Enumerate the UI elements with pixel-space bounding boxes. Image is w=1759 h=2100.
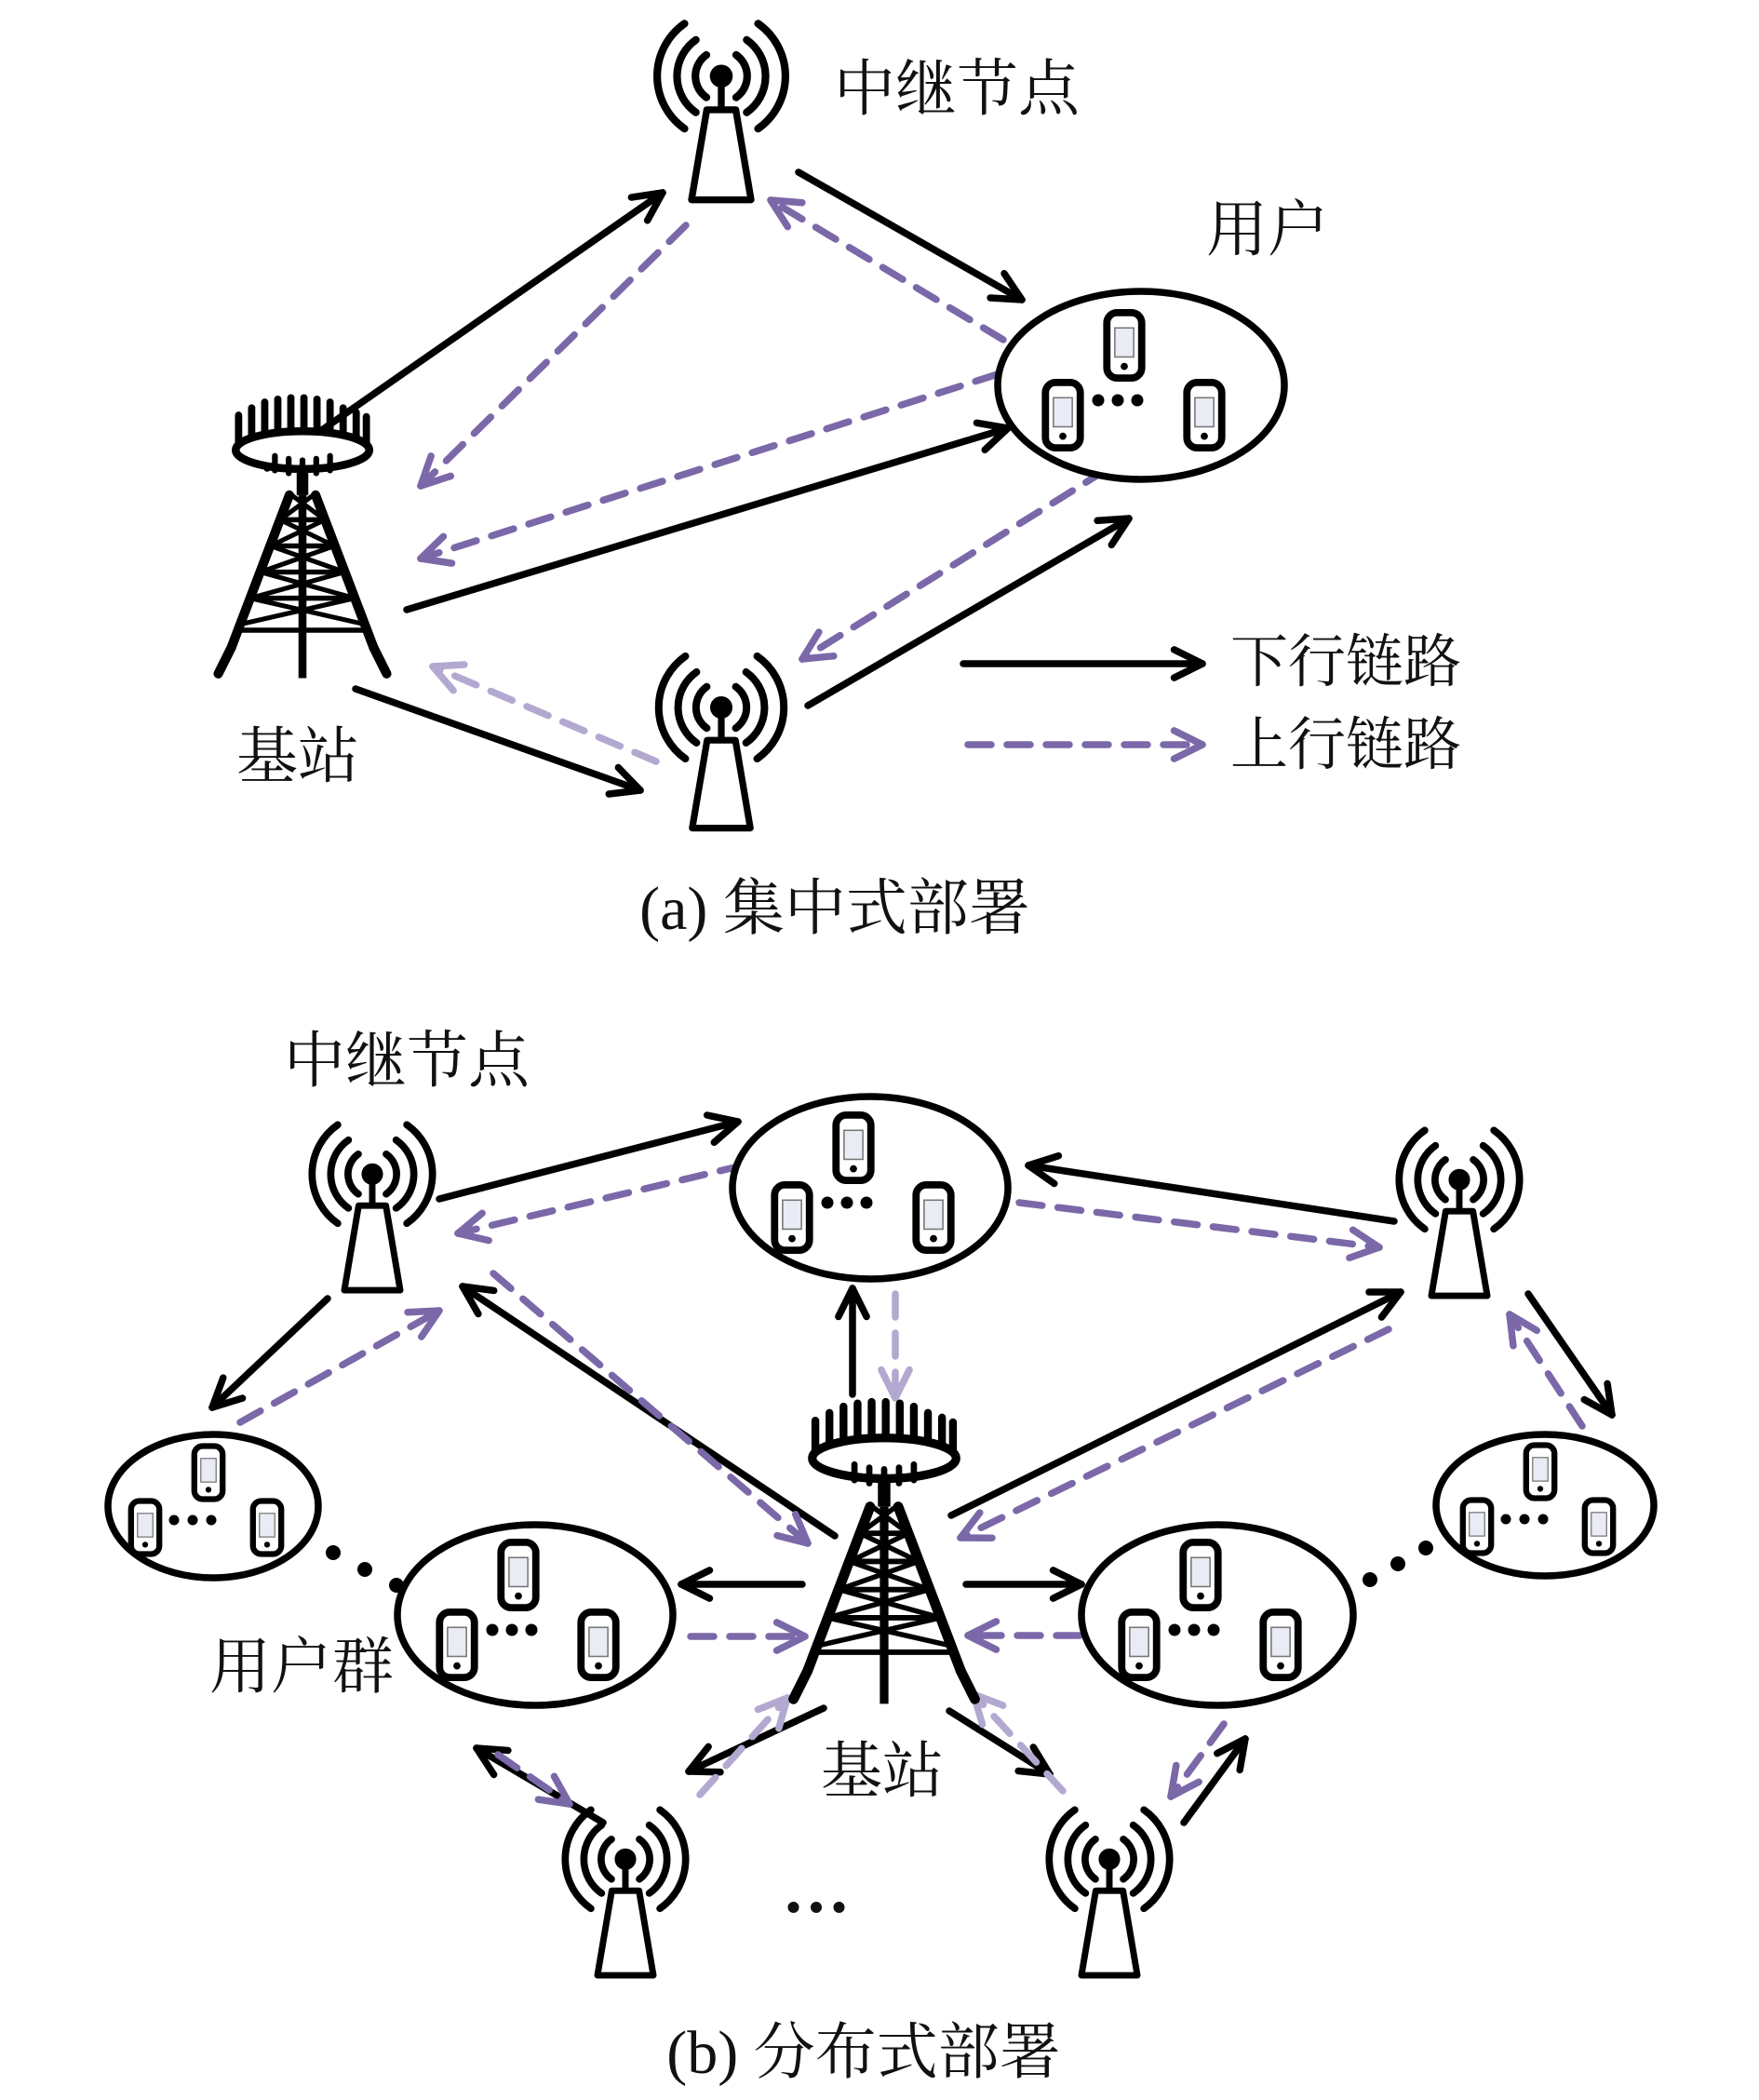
uplink-arrow	[421, 225, 686, 486]
downlink-arrow	[689, 1708, 824, 1772]
uplink-arrow	[493, 1273, 808, 1543]
ellipsis-dot	[1501, 1514, 1511, 1525]
phone-icon	[1187, 383, 1221, 448]
phone-icon	[1463, 1501, 1491, 1554]
ellipsis-dot	[487, 1624, 499, 1636]
phone-icon	[195, 1447, 222, 1500]
phone-icon	[1121, 1612, 1156, 1677]
phone-icon	[1526, 1446, 1554, 1499]
ellipsis-dot	[169, 1515, 180, 1526]
legend-uplink-arrow	[968, 731, 1202, 759]
ellipsis-dot	[207, 1515, 217, 1526]
downlink-arrow	[966, 1570, 1081, 1598]
user-group-ellipse-b-left	[108, 1434, 318, 1578]
phone-icon	[1183, 1542, 1217, 1608]
uplink-arrow	[433, 665, 656, 761]
ellipsis-dot	[1538, 1514, 1549, 1525]
bottom-ellipsis: ...	[785, 1851, 853, 1928]
ellipsis-dot	[841, 1197, 853, 1209]
phone-icon	[1045, 383, 1080, 448]
phone-icon	[774, 1185, 809, 1250]
antenna-icon	[312, 1124, 432, 1290]
uplink-arrow	[458, 1165, 743, 1241]
uplink-arrow	[691, 1622, 805, 1650]
user-label-a: 用户	[1206, 196, 1329, 264]
ellipsis-dot	[506, 1624, 518, 1636]
downlink-arrow	[356, 689, 640, 794]
ellipsis-dot	[1093, 395, 1105, 407]
user-group-ellipse-b-top	[732, 1097, 1008, 1279]
ellipsis-dots-right	[1363, 1541, 1433, 1587]
uplink-arrow	[960, 1329, 1389, 1538]
base-station-label-a: 基站	[236, 723, 359, 791]
downlink-arrow	[951, 1292, 1401, 1515]
ellipsis-dot	[1520, 1514, 1530, 1525]
downlink-arrow	[808, 518, 1129, 706]
ellipsis-dot	[1169, 1624, 1181, 1636]
antenna-icon	[1049, 1810, 1169, 1975]
ellipsis-dot	[1112, 395, 1124, 407]
user-group-ellipse-a	[998, 291, 1284, 479]
uplink-arrow	[1510, 1314, 1582, 1426]
downlink-arrow	[1528, 1294, 1612, 1415]
relay-node-label-a: 中继节点	[834, 56, 1080, 124]
caption-b: (b) 分布式部署	[666, 2019, 1061, 2087]
downlink-arrow	[839, 1288, 866, 1394]
phone-icon	[501, 1542, 535, 1608]
antenna-icon	[1399, 1130, 1519, 1296]
uplink-arrow	[802, 470, 1106, 659]
phone-icon	[131, 1501, 159, 1555]
base-station-label-b: 基站	[821, 1738, 944, 1806]
uplink-arrow	[1171, 1724, 1224, 1797]
ellipsis-dot	[822, 1197, 834, 1209]
user-group-label-b: 用户群	[209, 1634, 394, 1702]
ellipsis-dots-left	[326, 1545, 404, 1593]
phone-icon	[439, 1612, 474, 1677]
uplink-arrow	[881, 1294, 909, 1398]
downlink-arrow	[212, 1299, 328, 1407]
uplink-arrow	[973, 1694, 1063, 1791]
ellipsis-dot	[861, 1197, 873, 1209]
phone-icon	[916, 1185, 950, 1250]
relay-node-label-b: 中继节点	[284, 1028, 530, 1096]
phone-icon	[1263, 1612, 1297, 1677]
downlink-arrow	[407, 423, 1008, 610]
legend-uplink-label: 上行链路	[1230, 714, 1462, 777]
ellipsis-dot	[1188, 1624, 1201, 1636]
legend-downlink-arrow	[963, 650, 1202, 678]
user-group-ellipse-b-farright	[1436, 1434, 1654, 1576]
ellipsis-dot	[1132, 395, 1144, 407]
uplink-arrow	[700, 1698, 787, 1795]
phone-icon	[1585, 1501, 1613, 1554]
uplink-arrow	[968, 1622, 1080, 1649]
user-group-ellipse-b-midleft	[397, 1525, 673, 1705]
base-station-icon	[794, 1402, 975, 1703]
downlink-arrow	[1184, 1739, 1245, 1823]
phone-icon	[581, 1612, 615, 1677]
caption-a: (a) 集中式部署	[639, 875, 1030, 943]
downlink-arrow	[439, 1115, 738, 1199]
user-group-ellipse-b-midright	[1081, 1525, 1353, 1705]
ellipsis-dot	[1208, 1624, 1220, 1636]
uplink-arrow	[240, 1311, 439, 1422]
antenna-icon	[657, 23, 786, 199]
phone-icon	[1107, 313, 1141, 378]
ellipsis-dot	[188, 1515, 198, 1526]
downlink-arrow	[681, 1570, 802, 1598]
phone-icon	[253, 1501, 281, 1555]
phone-icon	[836, 1115, 870, 1180]
ellipsis-dot	[526, 1624, 538, 1636]
antenna-icon	[659, 656, 784, 828]
legend-downlink-label: 下行链路	[1230, 631, 1462, 694]
base-station-icon	[219, 397, 387, 678]
antenna-icon	[565, 1810, 685, 1975]
